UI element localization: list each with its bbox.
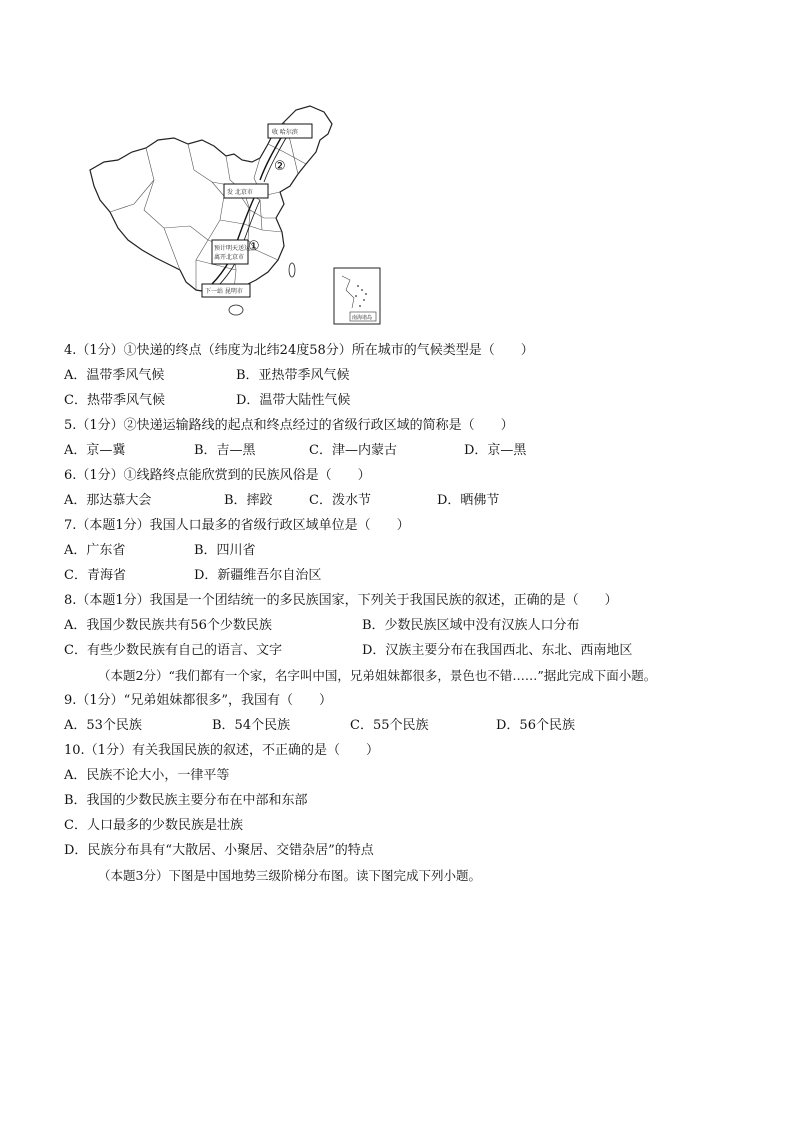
q6-option-a[interactable]: A．那达慕大会: [64, 493, 152, 508]
q7-option-c[interactable]: C．青海省: [64, 568, 126, 583]
q4-option-d[interactable]: D．温带大陆性气候: [236, 393, 351, 408]
q8-option-b[interactable]: B．少数民族区域中没有汉族人口分布: [362, 618, 580, 633]
q8-options-row1: [64, 613, 744, 638]
delivery-label-line1: 预计明天送达: [214, 245, 251, 252]
q9-option-b[interactable]: B．54个民族: [212, 718, 291, 733]
map-svg: [84, 100, 390, 326]
q6-option-b[interactable]: B．摔跤: [224, 493, 273, 508]
q10-stem: 10.（1分）有关我国民族的叙述，不正确的是（ ）: [64, 743, 379, 758]
q6-option-c[interactable]: C．泼水节: [309, 493, 371, 508]
q7-options-row2: [64, 563, 744, 588]
q9-stem: 9.（1分）“兄弟姐妹都很多”，我国有（ ）: [64, 693, 332, 708]
q10-option-a[interactable]: A．民族不论大小，一律平等: [64, 768, 230, 783]
q8-stem: 8.（本题1分）我国是一个团结统一的多民族国家，下列关于我国民族的叙述，正确的是（ ）: [64, 593, 618, 608]
q7-option-d[interactable]: D．新疆维吾尔自治区: [194, 568, 322, 583]
q4-option-b[interactable]: B．亚热带季风气候: [236, 368, 350, 383]
q9-option-c[interactable]: C．55个民族: [350, 718, 429, 733]
route-marker-1: ①: [248, 239, 260, 254]
reading-intro-2: （本题3分）下图是中国地势三级阶梯分布图。读下图完成下列小题。: [98, 868, 481, 883]
start-label: 发 北京市: [227, 189, 253, 196]
hainan-island: [229, 305, 243, 315]
q10-option-d[interactable]: D．民族分布具有“大散居、小聚居、交错杂居”的特点: [64, 843, 374, 858]
route-marker-2: ②: [274, 159, 286, 174]
china-express-route-map: [84, 100, 390, 326]
q4-options-row2: [64, 388, 744, 413]
q6-option-d[interactable]: D．晒佛节: [437, 493, 500, 508]
q7-option-b[interactable]: B．四川省: [194, 543, 256, 558]
q7-option-a[interactable]: A．广东省: [64, 543, 126, 558]
reading-intro-1: （本题2分）“我们都有一个家，名字叫中国，兄弟姐妹都很多，景色也不错……”据此完成下面小题。: [98, 668, 657, 683]
q10-option-b[interactable]: B．我国的少数民族主要分布在中部和东部: [64, 793, 308, 808]
q7-options-row1: [64, 538, 744, 563]
q8-option-d[interactable]: D．汉族主要分布在我国西北、东北、西南地区: [362, 643, 633, 658]
q9-options-row1: [64, 713, 744, 738]
q4-option-c[interactable]: C．热带季风气候: [64, 393, 165, 408]
q6-options-row1: [64, 488, 744, 513]
q5-option-c[interactable]: C．津—内蒙古: [309, 443, 397, 458]
q5-stem: 5.（1分）②快递运输路线的起点和终点经过的省级行政区域的简称是（ ）: [64, 418, 514, 433]
q4-stem: 4.（1分）①快递的终点（纬度为北纬24度58分）所在城市的气候类型是（ ）: [64, 343, 534, 358]
q8-option-a[interactable]: A．我国少数民族共有56个少数民族: [64, 618, 272, 633]
taiwan-island: [289, 263, 295, 277]
q5-option-d[interactable]: D．京—黑: [464, 443, 527, 458]
q5-option-b[interactable]: B．吉—黑: [194, 443, 256, 458]
q6-stem: 6.（1分）①线路终点能欣赏到的民族风俗是（ ）: [64, 468, 371, 483]
q9-option-d[interactable]: D．56个民族: [496, 718, 575, 733]
next-stop-label: 下一站 昆明市: [205, 288, 243, 295]
q5-options-row1: [64, 438, 744, 463]
delivery-label-line2: 离开北京市: [214, 254, 245, 261]
q4-option-a[interactable]: A．温带季风气候: [64, 368, 165, 383]
q5-option-a[interactable]: A．京—冀: [64, 443, 126, 458]
question-list: [64, 338, 744, 888]
inset-label: 南海诸岛: [352, 315, 373, 321]
end-label: 收 哈尔滨: [272, 129, 298, 136]
q8-option-c[interactable]: C．有些少数民族有自己的语言、文字: [64, 643, 282, 658]
q10-option-c[interactable]: C．人口最多的少数民族是壮族: [64, 818, 243, 833]
q7-stem: 7.（本题1分）我国人口最多的省级行政区域单位是（ ）: [64, 518, 410, 533]
q4-options-row1: [64, 363, 744, 388]
q8-options-row2: [64, 638, 744, 663]
q9-option-a[interactable]: A．53个民族: [64, 718, 142, 733]
